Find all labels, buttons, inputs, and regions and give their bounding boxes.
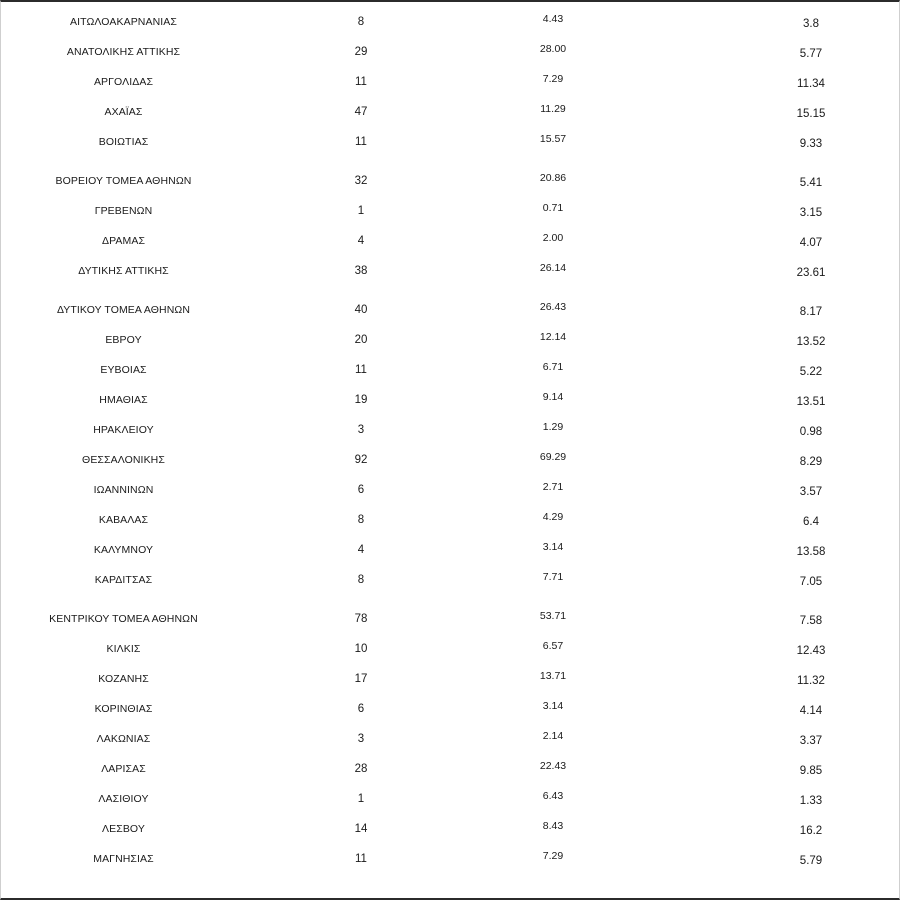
percentage-cell: 3.57	[799, 486, 823, 498]
table-row	[1, 784, 900, 814]
count-cell: 3	[357, 733, 365, 745]
count-cell: 29	[354, 46, 368, 58]
table-row	[1, 664, 900, 694]
prefecture-name-cell: ΒΟΙΩΤΙΑΣ	[98, 136, 149, 148]
average-cell: 1.29	[542, 421, 564, 433]
average-cell: 9.14	[542, 391, 564, 403]
percentage-cell: 8.29	[799, 456, 823, 468]
table-row	[1, 754, 900, 784]
prefecture-name-cell: ΚΟΖΑΝΗΣ	[98, 673, 149, 685]
average-cell: 6.57	[542, 640, 564, 652]
table-row	[1, 505, 900, 535]
percentage-cell: 7.58	[799, 615, 823, 627]
prefecture-name-cell: ΑΧΑΪΑΣ	[104, 106, 143, 118]
table-row	[1, 37, 900, 67]
percentage-cell: 16.2	[799, 825, 823, 837]
table-row	[1, 535, 900, 565]
table-row	[1, 256, 900, 286]
average-cell: 22.43	[539, 760, 567, 772]
percentage-cell: 4.14	[799, 705, 823, 717]
prefecture-name-cell: ΚΑΒΑΛΑΣ	[98, 514, 149, 526]
average-cell: 7.29	[542, 73, 564, 85]
table-row	[1, 445, 900, 475]
prefecture-name-cell: ΓΡΕΒΕΝΩΝ	[94, 205, 153, 217]
average-cell: 2.14	[542, 730, 564, 742]
average-cell: 26.43	[539, 301, 567, 313]
table-row	[1, 604, 900, 634]
count-cell: 4	[357, 544, 365, 556]
table-row	[1, 475, 900, 505]
table-row	[1, 127, 900, 157]
average-cell: 6.43	[542, 790, 564, 802]
percentage-cell: 3.8	[803, 18, 819, 30]
percentage-cell: 4.07	[799, 237, 823, 249]
count-cell: 6	[357, 703, 365, 715]
count-cell: 92	[354, 454, 368, 466]
average-cell: 2.00	[542, 232, 564, 244]
percentage-cell: 13.58	[796, 546, 826, 558]
count-cell: 6	[357, 484, 365, 496]
table-row	[1, 295, 900, 325]
count-cell: 8	[357, 574, 365, 586]
count-cell: 8	[357, 16, 365, 28]
percentage-cell: 11.34	[797, 78, 825, 90]
average-cell: 26.14	[539, 262, 567, 274]
average-cell: 69.29	[539, 451, 567, 463]
prefecture-name-cell: ΚΑΛΥΜΝΟΥ	[93, 544, 154, 556]
average-cell: 11.29	[540, 103, 566, 115]
table-row	[1, 355, 900, 385]
count-cell: 20	[354, 334, 368, 346]
count-cell: 14	[354, 823, 368, 835]
prefecture-name-cell: ΕΒΡΟΥ	[105, 334, 142, 346]
prefecture-name-cell: ΑΡΓΟΛΙΔΑΣ	[93, 76, 154, 88]
average-cell: 8.43	[542, 820, 564, 832]
table-row	[1, 694, 900, 724]
count-cell: 8	[357, 514, 365, 526]
table-row	[1, 67, 900, 97]
percentage-cell: 11.32	[797, 675, 825, 687]
count-cell: 11	[355, 364, 367, 376]
count-cell: 11	[355, 853, 367, 865]
count-cell: 1	[357, 205, 365, 217]
average-cell: 12.14	[539, 331, 567, 343]
percentage-cell: 5.77	[799, 48, 823, 60]
percentage-cell: 9.85	[799, 765, 823, 777]
count-cell: 32	[354, 175, 368, 187]
average-cell: 7.29	[542, 850, 564, 862]
table-row	[1, 634, 900, 664]
percentage-cell: 3.37	[799, 735, 823, 747]
prefecture-name-cell: ΕΥΒΟΙΑΣ	[100, 364, 147, 376]
prefecture-name-cell: ΔΡΑΜΑΣ	[101, 235, 146, 247]
count-cell: 10	[354, 643, 368, 655]
table-row	[1, 325, 900, 355]
percentage-cell: 12.43	[796, 645, 826, 657]
average-cell: 7.71	[542, 571, 564, 583]
count-cell: 3	[357, 424, 365, 436]
percentage-cell: 9.33	[799, 138, 823, 150]
count-cell: 1	[357, 793, 365, 805]
average-cell: 0.71	[542, 202, 564, 214]
prefecture-name-cell: ΑΙΤΩΛΟΑΚΑΡΝΑΝΙΑΣ	[70, 16, 177, 28]
count-cell: 40	[354, 304, 368, 316]
count-cell: 19	[354, 394, 368, 406]
average-cell: 3.14	[542, 541, 564, 553]
prefecture-name-cell: ΔΥΤΙΚΗΣ ΑΤΤΙΚΗΣ	[78, 265, 169, 277]
prefecture-name-cell: ΙΩΑΝΝΙΝΩΝ	[93, 484, 154, 496]
average-cell: 2.71	[542, 481, 564, 493]
table-row	[1, 7, 900, 37]
prefecture-name-cell: ΛΑΡΙΣΑΣ	[101, 763, 146, 775]
prefecture-name-cell: ΛΕΣΒΟΥ	[102, 823, 145, 835]
average-cell: 3.14	[542, 700, 564, 712]
table-row	[1, 97, 900, 127]
count-cell: 47	[354, 106, 368, 118]
table-row	[1, 385, 900, 415]
percentage-cell: 1.33	[799, 795, 823, 807]
count-cell: 17	[354, 673, 368, 685]
percentage-cell: 7.05	[799, 576, 823, 588]
prefecture-name-cell: ΑΝΑΤΟΛΙΚΗΣ ΑΤΤΙΚΗΣ	[66, 46, 181, 58]
table-row	[1, 196, 900, 226]
prefecture-name-cell: ΔΥΤΙΚΟΥ ΤΟΜΕΑ ΑΘΗΝΩΝ	[56, 304, 191, 316]
prefecture-name-cell: ΛΑΚΩΝΙΑΣ	[96, 733, 151, 745]
average-cell: 13.71	[539, 670, 567, 682]
table-row	[1, 415, 900, 445]
count-cell: 11	[355, 76, 367, 88]
prefecture-name-cell: ΚΟΡΙΝΘΙΑΣ	[94, 703, 153, 715]
data-table	[1, 7, 900, 874]
count-cell: 11	[355, 136, 367, 148]
count-cell: 4	[357, 235, 365, 247]
average-cell: 4.43	[542, 13, 564, 25]
percentage-cell: 5.79	[799, 855, 823, 867]
percentage-cell: 5.22	[799, 366, 823, 378]
average-cell: 53.71	[539, 610, 567, 622]
table-row	[1, 814, 900, 844]
percentage-cell: 15.15	[796, 108, 826, 120]
count-cell: 78	[354, 613, 368, 625]
percentage-cell: 8.17	[799, 306, 823, 318]
average-cell: 20.86	[539, 172, 567, 184]
prefecture-name-cell: ΚΕΝΤΡΙΚΟΥ ΤΟΜΕΑ ΑΘΗΝΩΝ	[49, 613, 198, 625]
prefecture-name-cell: ΒΟΡΕΙΟΥ ΤΟΜΕΑ ΑΘΗΝΩΝ	[55, 175, 192, 187]
average-cell: 6.71	[542, 361, 564, 373]
table-row	[1, 724, 900, 754]
count-cell: 28	[354, 763, 368, 775]
percentage-cell: 23.61	[796, 267, 826, 279]
percentage-cell: 6.4	[803, 516, 819, 528]
percentage-cell: 13.52	[796, 336, 826, 348]
percentage-cell: 5.41	[799, 177, 823, 189]
table-row	[1, 844, 900, 874]
percentage-cell: 3.15	[799, 207, 823, 219]
percentage-cell: 0.98	[799, 426, 823, 438]
prefecture-name-cell: ΜΑΓΝΗΣΙΑΣ	[93, 853, 154, 865]
count-cell: 38	[354, 265, 368, 277]
prefecture-name-cell: ΘΕΣΣΑΛΟΝΙΚΗΣ	[82, 454, 165, 466]
prefecture-name-cell: ΗΡΑΚΛΕΙΟΥ	[93, 424, 154, 436]
prefecture-name-cell: ΚΑΡΔΙΤΣΑΣ	[94, 574, 153, 586]
prefecture-name-cell: ΚΙΛΚΙΣ	[106, 643, 141, 655]
percentage-cell: 13.51	[796, 396, 826, 408]
prefecture-name-cell: ΗΜΑΘΙΑΣ	[99, 394, 148, 406]
average-cell: 28.00	[539, 43, 567, 55]
table-row	[1, 565, 900, 595]
average-cell: 4.29	[542, 511, 564, 523]
table-row	[1, 226, 900, 256]
table-row	[1, 166, 900, 196]
average-cell: 15.57	[539, 133, 567, 145]
prefecture-name-cell: ΛΑΣΙΘΙΟΥ	[98, 793, 149, 805]
